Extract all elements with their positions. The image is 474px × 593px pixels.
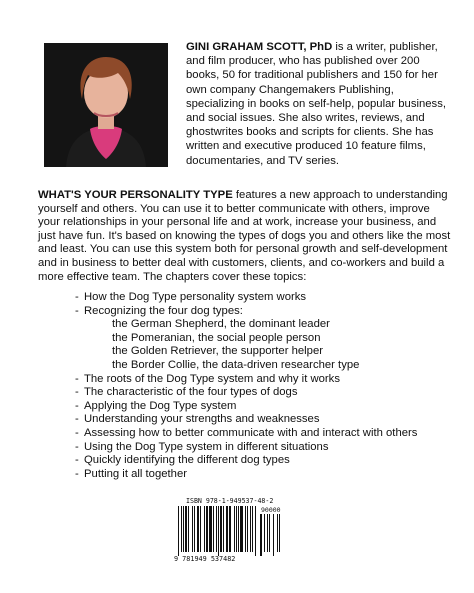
barcode-bar: [250, 506, 251, 552]
barcode-bar: [218, 506, 219, 556]
book-description: [38, 189, 452, 284]
barcode-bar: [213, 506, 214, 552]
dog-types-list: [84, 318, 455, 372]
price-code: 90000: [261, 505, 281, 514]
barcode-bar: [264, 514, 265, 552]
barcode-bar: [236, 506, 237, 552]
barcode-bar: [277, 514, 278, 552]
dog-type-item: the Pomeranian, the social people person: [112, 331, 321, 344]
barcode-bar: [279, 514, 280, 552]
barcode-bar: [200, 506, 201, 552]
barcode-bar: [220, 506, 222, 552]
barcode-bar: [206, 506, 208, 552]
author-photo: [44, 43, 168, 167]
dog-type-item: the Border Collie, the data-driven researcher type: [112, 358, 360, 371]
isbn-barcode: [174, 497, 286, 563]
topic-item: - Understanding your strengths and weaknesses: [75, 413, 320, 426]
barcode-bar: [178, 506, 179, 556]
barcode-bar: [269, 514, 270, 552]
topic-item: - Using the Dog Type system in different situations: [75, 440, 329, 453]
topic-item: - Quickly identifying the different dog types: [75, 454, 290, 467]
barcode-bar: [185, 506, 187, 552]
book-description-text: features a new approach to understanding yourself and others. You can use it to better communicate with others, improve your relationships in your personal life and at work, increase your business, and just have fun. It's based on knowing the types of dogs you and others like the most and least. You can use this system both for personal growth and self-development and in business to better deal with customers, clients, and co-workers and build a more effective team. The chapters cover these topics:: [38, 189, 451, 283]
barcode-bar: [197, 506, 199, 552]
barcode-bar: [255, 506, 256, 556]
ean-digits: 9 781949 537482: [174, 555, 236, 563]
author-bio-text: is a writer, publisher, and film producer, who has published over 200 books, 50 for traditional publishers and 150 for her own company Changemakers Publishing, specializing in books on self-help, popular business, and social issues. She also writes, reviews, and ghostwrites books and scripts for clients. She has written and executive produced 10 feature films, documentaries, and TV series.: [186, 41, 446, 167]
book-title: WHAT'S YOUR PERSONALITY TYPE: [38, 189, 233, 201]
barcode-bar: [204, 506, 205, 552]
topic-item: - Applying the Dog Type system: [75, 399, 237, 412]
barcode-bar: [252, 506, 253, 552]
barcode-bar: [188, 506, 189, 552]
topic-item: - The characteristic of the four types of dogs: [75, 386, 298, 399]
barcode-bar: [273, 514, 274, 556]
isbn-label: ISBN 978-1-949537-48-2: [186, 497, 274, 505]
author-bio: [186, 40, 448, 168]
topic-item: - Putting it all together: [75, 467, 187, 480]
barcode-bar: [181, 506, 182, 552]
barcode-bars: [178, 506, 258, 556]
barcode-bar: [260, 514, 262, 556]
author-name: GINI GRAHAM SCOTT, PhD: [186, 41, 333, 53]
dog-type-item: the German Shepherd, the dominant leader: [112, 318, 330, 331]
topic-item: - Recognizing the four dog types: the German Shepherd, the dominant leader the Pomeranian, the social people person the Golden Retriever, the supporter helper the Border Collie, the data-driven researcher type: [75, 305, 455, 373]
barcode-bar: [229, 506, 231, 552]
barcode-bar: [194, 506, 195, 552]
barcode-bar: [245, 506, 246, 552]
topic-item: - How the Dog Type personality system works: [75, 291, 307, 303]
supplemental-barcode-bars: [260, 514, 284, 556]
barcode-bar: [247, 506, 248, 552]
topic-item: - The roots of the Dog Type system and why it works: [75, 372, 340, 385]
topics-list: [75, 291, 455, 481]
barcode-bar: [183, 506, 184, 552]
barcode-bar: [223, 506, 224, 552]
barcode-bar: [267, 514, 268, 552]
barcode-bar: [234, 506, 235, 552]
barcode-bar: [192, 506, 193, 552]
barcode-bar: [238, 506, 239, 552]
barcode-bar: [226, 506, 228, 552]
barcode-bar: [209, 506, 212, 552]
dog-type-item: the Golden Retriever, the supporter helper: [112, 345, 324, 358]
topic-item: - Assessing how to better communicate with and interact with others: [75, 426, 418, 439]
barcode-bar: [240, 506, 243, 552]
barcode-bar: [216, 506, 217, 552]
